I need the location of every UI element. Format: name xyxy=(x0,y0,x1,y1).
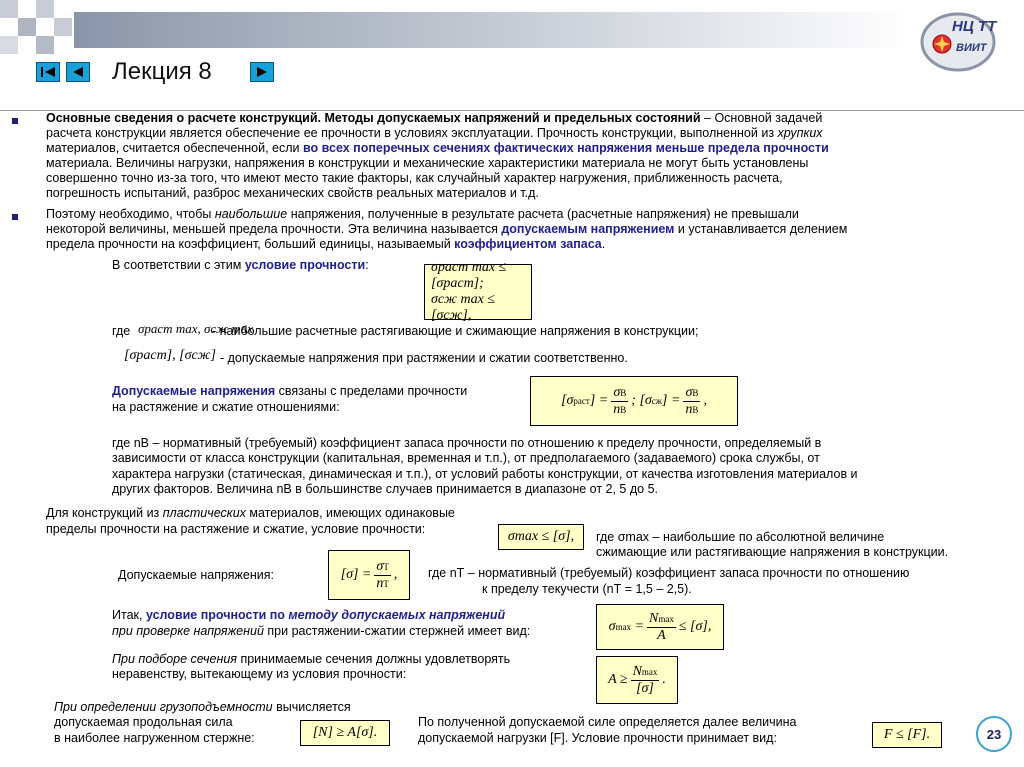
bullet-marker xyxy=(12,118,18,124)
strength-condition-formula xyxy=(424,260,532,323)
bullet-marker xyxy=(12,214,18,220)
nb-line4: других факторов. Величина nВ в большинстве случаев принимается в диапазоне от 2, 5 до 5. xyxy=(112,482,659,496)
load-line3: в наиболее нагруженном стержне: xyxy=(54,731,255,745)
formula-cond2: σсж max ≤ [σсж], xyxy=(431,292,495,323)
logo-text-bottom: ВИИТ xyxy=(956,42,987,54)
nb-line1: где nВ – нормативный (требуемый) коэффициент запаса прочности по отношению к пределу прочности, определяемый в xyxy=(112,436,822,450)
selection-line1: При подборе сечения принимаемые сечения должны удовлетворять xyxy=(112,652,511,666)
nav-prev-button[interactable] xyxy=(66,62,90,82)
p2-line4: В соответствии с этим условие прочности: xyxy=(112,258,369,272)
allowable-line2: на растяжение и сжатие отношениями: xyxy=(112,400,340,414)
nav-next-button[interactable] xyxy=(250,62,274,82)
logo xyxy=(918,6,998,74)
plastic-right1: где σmax – наибольшие по абсолютной величине xyxy=(596,530,885,544)
formula-cond1: σраст max ≤ [σраст]; xyxy=(431,260,507,291)
p1-line3: материалов, считается обеспеченной, если во всех поперечных сечениях фактических напряжения меньше предела прочности xyxy=(46,141,829,155)
page-number: 23 xyxy=(986,726,1002,742)
allow2-right2: к пределу текучести (nТ = 1,5 – 2,5). xyxy=(482,582,692,596)
smax-pair-formula: σраст max, σсж max xyxy=(138,321,253,336)
p2-line2: некоторой величины, меньшей предела прочности. Эта величина называется допускаемым напряжением и устанавливается делением xyxy=(46,222,848,236)
allowable-line1: Допускаемые напряжения связаны с пределами прочности xyxy=(112,384,468,398)
where1-text: - наибольшие расчетные растягивающие и сжимающие напряжения в конструкции; xyxy=(212,324,699,338)
select-formula: A ≥ $\frac{Nmax}{[\sigma]}$ . xyxy=(596,656,678,704)
allow-pair-formula: [σраст], [σсж] xyxy=(124,348,216,363)
p1-line6: погрешность испытаний, разброс механических свойств реальных материалов и т.д. xyxy=(46,186,539,200)
p1-line2: расчета конструкции является обеспечение ее прочности в условиях эксплуатации. Прочность конструкции, выполненной из хрупких xyxy=(46,126,823,140)
nb-line3: характера нагрузки (статическая, динамическая и т.п.), от условий работы конструкции, от качества изготовления материалов и xyxy=(112,467,858,481)
load-line2: допускаемая продольная сила xyxy=(54,715,233,729)
final-formula: F ≤ [F]. xyxy=(872,722,942,748)
itak-line1: Итак, условие прочности по методу допускаемых напряжений xyxy=(112,608,506,622)
sigma-t-formula: [σ] = $\frac{\sigma Т}{nТ}$ , xyxy=(328,550,410,600)
page-number-badge xyxy=(976,716,1012,752)
p1-line5: совершенно точно из-за того, что имеют место такие факторы, как случайный характер нагружения, приближенность расчета, xyxy=(46,171,783,185)
where2-text: - допускаемые напряжения при растяжении и сжатии соответственно. xyxy=(220,351,628,365)
plastic-line1: Для конструкций из пластических материалов, имеющих одинаковые xyxy=(46,506,455,520)
allowable-ratio-formula: [σраст] = $\frac{\sigma В}{nВ}$ ; [σсж] = $\frac{\sigma В}{nВ}$ , xyxy=(530,376,738,426)
allow2-right1: где nТ – нормативный (требуемый) коэффициент запаса прочности по отношению xyxy=(428,566,910,580)
load-right2: допускаемой нагрузки [F]. Условие прочности принимает вид: xyxy=(418,731,777,745)
load-line1: При определении грузоподъемности вычисляется xyxy=(54,700,351,714)
p2-line1: Поэтому необходимо, чтобы наибольшие напряжения, полученные в результате расчета (расчетные напряжения) не превышали xyxy=(46,207,799,221)
logo-text-top: НЦ ТТ xyxy=(952,18,997,35)
nb-line2: зависимости от класса конструкции (капитальная, временная и т.п.), от предполагаемого (задаваемого) срока службы, от xyxy=(112,451,820,465)
plastic-right2: сжимающие или растягивающие напряжения в конструкции. xyxy=(596,545,949,559)
p1-line4: материала. Величины нагрузки, напряжения в конструкции и механические характеристики материала не могут быть установлены xyxy=(46,156,809,170)
check-formula: σmax = $\frac{Nmax}{A}$ ≤ [σ], xyxy=(596,604,724,650)
itak-line2: при проверке напряжений при растяжении-сжатии стержней имеет вид: xyxy=(112,624,531,638)
allow2-label: Допускаемые напряжения: xyxy=(118,568,274,582)
plastic-line2: пределы прочности на растяжение и сжатие, условие прочности: xyxy=(46,522,426,536)
page-title: Лекция 8 xyxy=(112,58,212,85)
where1-prefix: где xyxy=(112,324,131,338)
selection-line2: неравенству, вытекающему из условия прочности: xyxy=(112,667,407,681)
plastic-condition-formula: σmax ≤ [σ], xyxy=(498,524,584,550)
load-formula: [N] ≥ A[σ]. xyxy=(300,720,390,746)
nav-first-button[interactable] xyxy=(36,62,60,82)
p1-line1: Основные сведения о расчете конструкций. Методы допускаемых напряжений и предельных состояний – Основной задачей xyxy=(46,111,823,125)
logo-emblem-icon xyxy=(918,6,998,74)
load-right1: По полученной допускаемой силе определяется далее величина xyxy=(418,715,797,729)
p2-line3: предела прочности на коэффициент, больший единицы, называемый коэффициентом запаса. xyxy=(46,237,606,251)
